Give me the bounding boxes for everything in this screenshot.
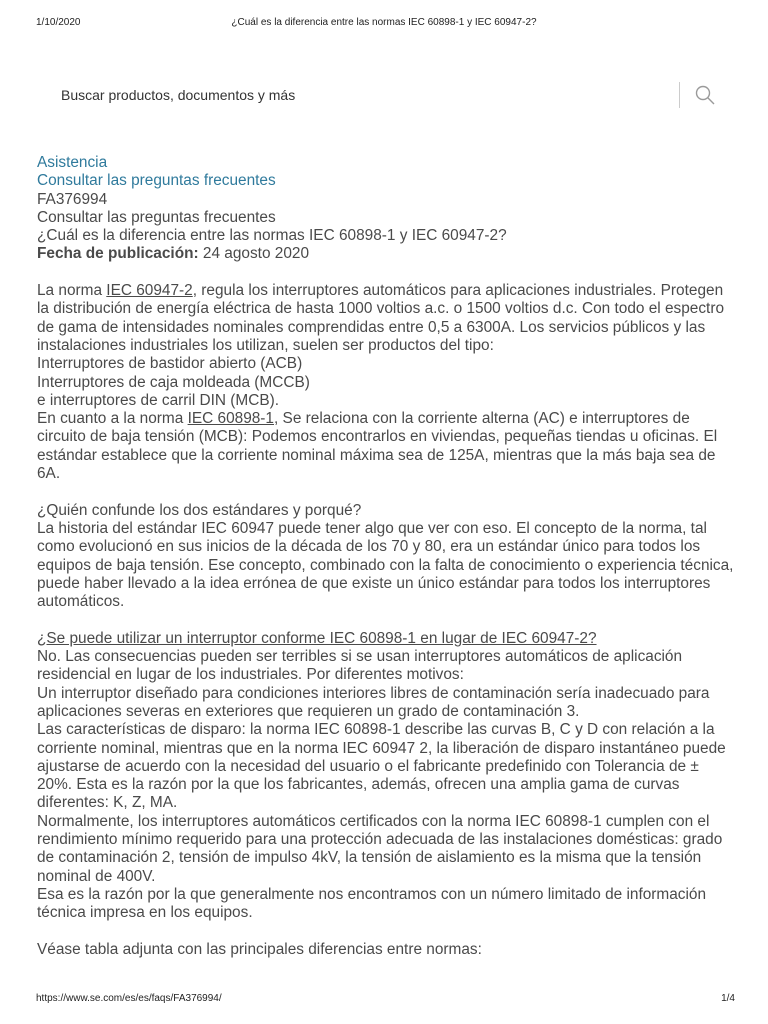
article-id: FA376994 bbox=[37, 190, 108, 208]
p2-post: , Se relaciona con la corriente alterna (AC) e interruptores de circuito de baja tensión (MCB): Podemos encontrarlos en viviendas, pequeñas tiendas u oficinas. El estándar establece que la corriente nominal máxima sea de 125A, mientras que la más baja sea de 6A. bbox=[37, 410, 718, 483]
paragraph-iec-60947-2 bbox=[37, 282, 737, 355]
print-footer bbox=[0, 993, 768, 1007]
table-note: Véase tabla adjunta con las principales diferencias entre normas: bbox=[37, 940, 482, 958]
type-item: e interruptores de carril DIN (MCB). bbox=[37, 391, 280, 409]
search-button[interactable] bbox=[685, 80, 725, 110]
article-section: Consultar las preguntas frecuentes bbox=[37, 208, 276, 226]
article-content bbox=[37, 154, 737, 959]
page-number: 1/4 bbox=[721, 993, 735, 1004]
answer-paragraph: Esa es la razón por la que generalmente nos encontramos con un número limitado de información técnica impresa en los equipos. bbox=[37, 885, 707, 922]
publication-label: Fecha de publicación: bbox=[37, 245, 199, 263]
breadcrumb-faq-link[interactable]: Consultar las preguntas frecuentes bbox=[37, 172, 276, 190]
print-date: 1/10/2020 bbox=[36, 17, 81, 28]
iec-60898-1-link[interactable]: IEC 60898-1 bbox=[187, 410, 274, 428]
search-input[interactable] bbox=[37, 80, 667, 110]
p1-pre: La norma bbox=[37, 282, 107, 300]
search-bar bbox=[37, 80, 727, 110]
publication-value: 24 agosto 2020 bbox=[198, 245, 310, 263]
paragraph-iec-60898-1 bbox=[37, 410, 737, 483]
answer-paragraph: Normalmente, los interruptores automáticos certificados con la norma IEC 60898-1 cumplen con el rendimiento mínimo requerido para una protección adecuada de las instalaciones domésticas: grado de contaminación 2, tensión de impulso 4kV, la tensión de aislamiento es la misma que la tensión nominal de 400V. bbox=[37, 812, 723, 885]
iec-60947-2-link[interactable]: IEC 60947-2 bbox=[106, 282, 193, 300]
answer-paragraph: Un interruptor diseñado para condiciones interiores libres de contaminación sería inadecuado para aplicaciones severas en exteriores que requieren un grado de contaminación 3. bbox=[37, 684, 710, 720]
search-icon bbox=[694, 84, 716, 106]
print-title: ¿Cuál es la diferencia entre las normas IEC 60898-1 y IEC 60947-2? bbox=[231, 17, 537, 28]
publication-date bbox=[37, 245, 737, 263]
search-divider bbox=[679, 82, 680, 108]
question-link[interactable]: ¿Se puede utilizar un interruptor conforme IEC 60898-1 en lugar de IEC 60947-2? bbox=[37, 629, 597, 647]
type-item: Interruptores de caja moldeada (MCCB) bbox=[37, 373, 310, 391]
article-title: ¿Cuál es la diferencia entre las normas IEC 60898-1 y IEC 60947-2? bbox=[37, 227, 507, 245]
p2-pre: En cuanto a la norma bbox=[37, 410, 188, 428]
print-url: https://www.se.com/es/es/faqs/FA376994/ bbox=[36, 993, 222, 1004]
question-heading: ¿Quién confunde los dos estándares y porqué? bbox=[37, 501, 362, 519]
answer-paragraph: Las características de disparo: la norma IEC 60898-1 describe las curvas B, C y D con relación a la corriente nominal, mientras que en la norma IEC 60947 2, la liberación de disparo instantáneo puede ajustarse de acuerdo con la necesidad del usuario o el fabricante predefinido con Tolerancia de ± 20%. Esta es la razón por la que los fabricantes, además, ofrecen una amplia gama de curvas diferentes: K, Z, MA. bbox=[37, 721, 726, 812]
answer-paragraph: La historia del estándar IEC 60947 puede tener algo que ver con eso. El concepto de la norma, tal como evolucionó en sus inicios de la década de los 70 y 80, era un estándar único para todos los equipos de baja tensión. Ese concepto, combinado con la falta de conocimiento o experiencia técnica, puede haber llevado a la idea errónea de que existe un único estándar para todos los interruptores automáticos. bbox=[37, 519, 734, 611]
breadcrumb-support-link[interactable]: Asistencia bbox=[37, 154, 108, 171]
p1-post: , regula los interruptores automáticos para aplicaciones industriales. Protegen la distribución de energía eléctrica de hasta 1000 voltios a.c. o 1500 voltios d.c. Con todo el espectro de gama de intensidades nominales comprendidas entre 0,5 a 6300A. Los servicios públicos y las instalaciones industriales los utilizan, suelen ser productos del tipo: bbox=[37, 282, 725, 354]
type-item: Interruptores de bastidor abierto (ACB) bbox=[37, 355, 303, 373]
answer-paragraph: No. Las consecuencias pueden ser terribles si se usan interruptores automáticos de aplicación residencial en lugar de los industriales. Por diferentes motivos: bbox=[37, 648, 683, 684]
print-header bbox=[0, 17, 768, 31]
